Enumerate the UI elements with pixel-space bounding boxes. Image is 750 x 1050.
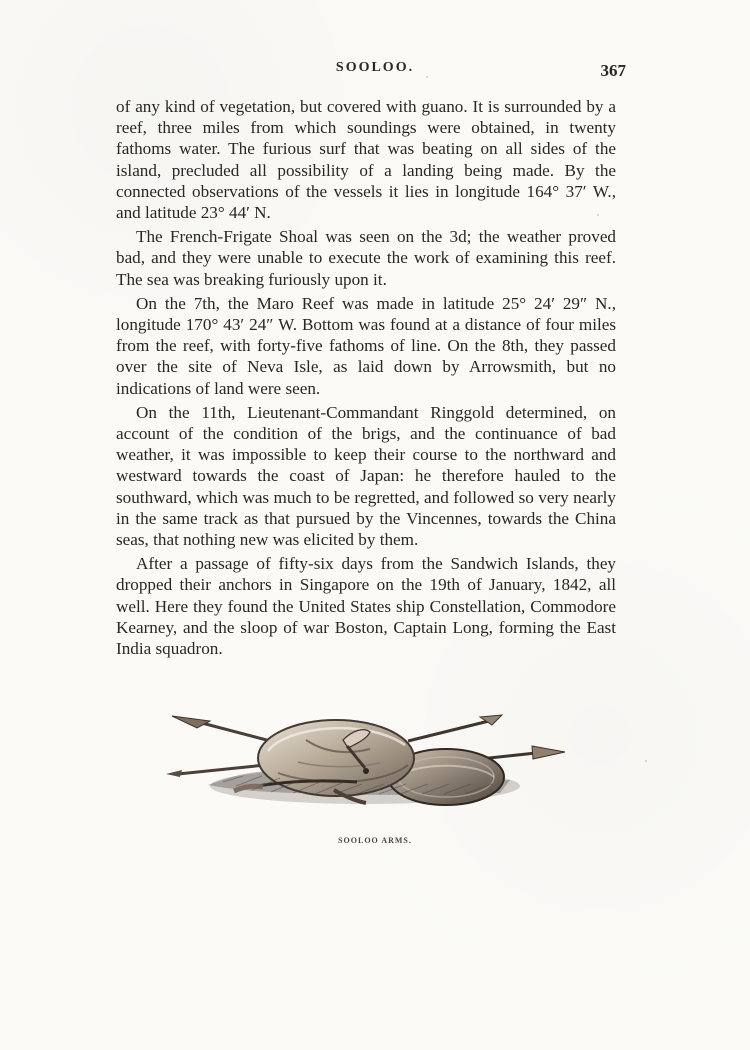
main-text [116, 96, 616, 662]
paper-speck [645, 760, 647, 762]
paragraph-5: After a passage of fifty-six days from the Sandwich Islands, they dropped their anchors in Singapore on the 19th of January, 1842, all well. Here they found the United States ship Constellation, Commodore Kearney, and the sloop of war Boston, Captain Long, forming the East India squadron. [116, 554, 616, 659]
paper-speck [426, 76, 428, 78]
main-shield [258, 720, 414, 796]
illustration-caption: SOOLOO ARMS. [338, 836, 412, 845]
page-number: 367 [600, 61, 626, 80]
paragraph-2: The French-Frigate Shoal was seen on the 3d; the weather proved bad, and they were unable to execute the work of examining this reef. The sea was breaking furiously upon it. [116, 227, 616, 289]
paper-speck [597, 214, 599, 216]
paragraph-3: On the 7th, the Maro Reef was made in latitude 25° 24′ 29″ N., longitude 170° 43′ 24″ W. Bottom was found at a distance of four miles from the reef, with forty-five fathoms of line. On the 8th, they passed over the site of Neva Isle, as laid down by Arrowsmith, but no indications of land were seen. [116, 293, 616, 398]
running-head: SOOLOO. [335, 60, 415, 75]
paragraph-4: On the 11th, Lieutenant-Commandant Ringgold determined, on account of the condition of the brigs, and the continuance of bad weather, it was impossible to keep their course to the northward and westward towards the coast of Japan: he therefore hauled to the southward, which was much to be regretted, and followed so very nearly in the same track as that pursued by the Vincennes, towards the China seas, that nothing new was elicited by them. [116, 402, 616, 550]
sooloo-arms-illustration [160, 702, 570, 812]
spear-right-upper [408, 715, 502, 741]
paragraph-1: of any kind of vegetation, but covered with guano. It is surrounded by a reef, three miles from which soundings were obtained, in twenty fathoms water. The furious surf that was beating on all sides of the island, precluded all possibility of a landing being made. By the connected observations of the vessels it lies in longitude 164° 37′ W., and latitude 23° 44′ N. [116, 97, 616, 223]
